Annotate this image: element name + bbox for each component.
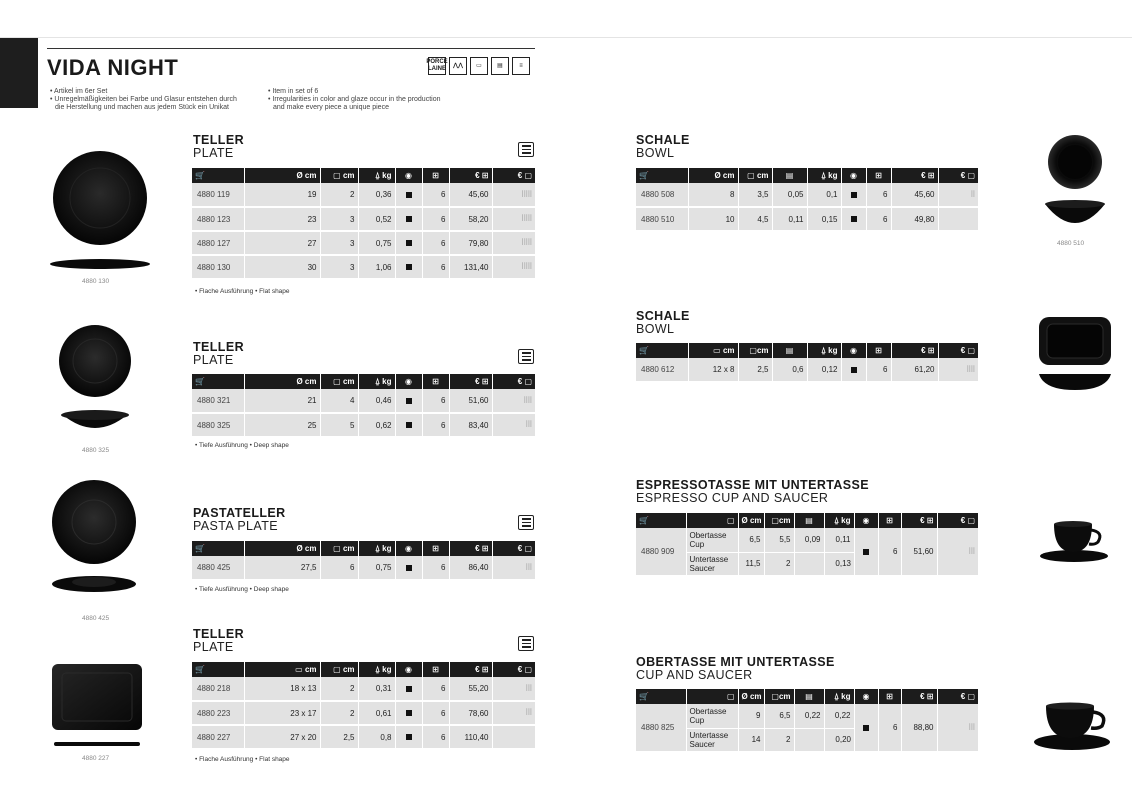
- section-tab: [0, 38, 38, 108]
- col-price: € ⊞: [449, 168, 492, 183]
- col-set-price: € ▢: [492, 168, 535, 183]
- col-price: € ⊞: [449, 541, 492, 556]
- bowl-interior: [1047, 324, 1103, 358]
- section-title: TELLER: [193, 627, 245, 641]
- col-pack: ⊞: [422, 662, 449, 677]
- section-subtitle: PASTA PLATE: [193, 519, 278, 533]
- col-price: € ⊞: [891, 168, 938, 183]
- section-title: SCHALE: [636, 133, 690, 147]
- table-row: Untertasse Saucer 14 2 0,20: [636, 728, 978, 752]
- plate-rim: [61, 410, 129, 420]
- espresso-cup-photo: [1038, 516, 1110, 566]
- section-subtitle: ESPRESSO CUP AND SAUCER: [636, 491, 829, 505]
- color-swatch: [854, 704, 878, 752]
- color-swatch: [395, 725, 422, 749]
- top-divider: [0, 37, 1132, 38]
- table-row: 4880 612 12 x 8 2,5 0,6 0,12 6 61,20 ꟾꟾꟾꟾ: [636, 358, 978, 382]
- col-pack: ⊞: [422, 374, 449, 389]
- col-color: ◉: [395, 541, 422, 556]
- col-height: ▢ cm: [320, 168, 358, 183]
- stack-icon: ≡: [512, 57, 530, 75]
- table-row: 4880 825 Obertasse Cup 9 6,5 0,22 0,22 6 88,80 ꟾꟾꟾ: [636, 704, 978, 728]
- cart-icon: 🛒: [192, 168, 244, 183]
- plate-side-view: [50, 259, 150, 269]
- col-pack: ⊞: [422, 541, 449, 556]
- page-title: VIDA NIGHT: [47, 55, 179, 80]
- col-part: ▢: [686, 513, 738, 528]
- footnote: • Tiefe Ausführung • Deep shape: [195, 442, 289, 449]
- image-label: 4880 510: [1057, 240, 1085, 247]
- col-diameter: Ø cm: [244, 168, 320, 183]
- col-diameter: Ø cm: [738, 513, 764, 528]
- col-capacity: ▤: [772, 343, 807, 358]
- col-weight: ⍙ kg: [807, 343, 841, 358]
- col-color: ◉: [841, 168, 866, 183]
- cart-icon: 🛒: [636, 343, 688, 358]
- flat-plate-table: [192, 168, 535, 280]
- cup-saucer-photo: [1032, 698, 1112, 754]
- col-set-price: € ▢: [492, 374, 535, 389]
- section-subtitle: PLATE: [193, 640, 234, 654]
- table-row: 4880 123 23 3 0,52 6 58,20 ꟾꟾꟾꟾꟾ: [192, 207, 535, 231]
- col-pack: ⊞: [422, 168, 449, 183]
- cart-icon: 🛒: [636, 513, 686, 528]
- col-pack: ⊞: [878, 689, 901, 704]
- col-weight: ⍙ kg: [358, 662, 395, 677]
- col-pack: ⊞: [866, 343, 891, 358]
- section-subtitle: PLATE: [193, 146, 234, 160]
- round-bowl-photo: [1040, 134, 1110, 239]
- table-header: [192, 168, 535, 183]
- notes-german: • Artikel im 6er Set • Unregelmäßigkeiten bei Farbe und Glasur entstehen durch die Herstellung und machen aus jedem Stück ein Unikat: [50, 88, 237, 111]
- col-size: ▭ cm: [244, 662, 320, 677]
- deep-plate-photo: [55, 323, 150, 443]
- col-weight: ⍙ kg: [824, 689, 854, 704]
- footnote: • Flache Ausführung • Flat shape: [195, 756, 290, 763]
- table-header: [636, 168, 978, 183]
- round-bowl-table: [636, 168, 978, 232]
- col-diameter: Ø cm: [738, 689, 764, 704]
- col-diameter: Ø cm: [244, 541, 320, 556]
- color-swatch: [841, 207, 866, 231]
- col-pack: ⊞: [866, 168, 891, 183]
- color-swatch: [841, 183, 866, 207]
- col-set-price: € ▢: [492, 541, 535, 556]
- color-swatch: [395, 231, 422, 255]
- flat-plate-photo: [50, 150, 150, 275]
- color-swatch: [395, 389, 422, 413]
- col-weight: ⍙ kg: [358, 168, 395, 183]
- col-height: ▢cm: [764, 513, 794, 528]
- col-height: ▢ cm: [738, 168, 772, 183]
- col-weight: ⍙ kg: [807, 168, 841, 183]
- color-swatch: [854, 528, 878, 576]
- rect-plate-photo: [50, 660, 145, 750]
- table-row: 4880 119 19 2 0,36 6 45,60 ꟾꟾꟾꟾꟾ: [192, 183, 535, 207]
- col-height: ▢cm: [764, 689, 794, 704]
- section-title: TELLER: [193, 340, 245, 354]
- col-height: ▢ cm: [320, 541, 358, 556]
- col-set-price: € ▢: [937, 513, 978, 528]
- col-set-price: € ▢: [938, 168, 978, 183]
- bowl-interior: [1058, 145, 1092, 179]
- image-label: 4880 425: [82, 615, 110, 622]
- bowl-side-view: [1039, 374, 1111, 390]
- color-swatch: [395, 701, 422, 725]
- section-title: TELLER: [193, 133, 245, 147]
- pasta-plate-photo: [50, 478, 150, 613]
- image-label: 4880 130: [82, 278, 110, 285]
- col-price: € ⊞: [449, 662, 492, 677]
- table-row: 4880 508 8 3,5 0,05 0,1 6 45,60 ꟾꟾ: [636, 183, 978, 207]
- col-diameter: Ø cm: [244, 374, 320, 389]
- color-swatch: [395, 255, 422, 279]
- section-subtitle: CUP AND SAUCER: [636, 668, 753, 682]
- plate-top-view: [53, 151, 147, 245]
- dishwasher-icon: ▤: [491, 57, 509, 75]
- section-title: ESPRESSOTASSE MIT UNTERTASSE: [636, 478, 869, 492]
- table-header: [192, 374, 535, 389]
- table-header: [192, 662, 535, 677]
- col-price: € ⊞: [891, 343, 938, 358]
- footnote: • Flache Ausführung • Flat shape: [195, 288, 290, 295]
- image-label: 4880 227: [82, 755, 110, 762]
- cart-icon: 🛒: [192, 541, 244, 556]
- cart-icon: 🛒: [636, 168, 688, 183]
- plate-bowl: [72, 577, 116, 587]
- section-title: OBERTASSE MIT UNTERTASSE: [636, 655, 835, 669]
- color-swatch: [395, 556, 422, 580]
- cup-body: [1054, 524, 1092, 552]
- plate-top-view: [52, 480, 136, 564]
- pasta-plate-table: [192, 541, 535, 581]
- table-row: 4880 127 27 3 0,75 6 79,80 ꟾꟾꟾꟾꟾ: [192, 231, 535, 255]
- table-row: 4880 325 25 5 0,62 6 83,40 ꟾꟾꟾ: [192, 413, 535, 437]
- cup-table: [636, 689, 978, 753]
- color-swatch: [395, 413, 422, 437]
- col-diameter: Ø cm: [688, 168, 738, 183]
- col-capacity: ▤: [794, 689, 824, 704]
- section-title: PASTATELLER: [193, 506, 286, 520]
- table-header: [636, 343, 978, 358]
- col-capacity: ▤: [772, 168, 807, 183]
- microwave-icon: ▭: [470, 57, 488, 75]
- col-set-price: € ▢: [938, 343, 978, 358]
- section-subtitle: PLATE: [193, 353, 234, 367]
- plate-top-view: [52, 664, 142, 730]
- col-pack: ⊞: [878, 513, 901, 528]
- table-header: [192, 541, 535, 556]
- col-set-price: € ▢: [937, 689, 978, 704]
- col-height: ▢cm: [738, 343, 772, 358]
- col-price: € ⊞: [449, 374, 492, 389]
- col-weight: ⍙ kg: [358, 374, 395, 389]
- section-subtitle: BOWL: [636, 322, 675, 336]
- col-price: € ⊞: [901, 689, 937, 704]
- table-row: 4880 227 27 x 20 2,5 0,8 6 110,40: [192, 725, 535, 749]
- col-color: ◉: [854, 513, 878, 528]
- notes-english: • Item in set of 6 • Irregularities in color and glaze occur in the production and make every piece a unique piece: [268, 88, 441, 111]
- cart-icon: 🛒: [192, 374, 244, 389]
- espresso-table: [636, 513, 978, 577]
- table-row: 4880 909 Obertasse Cup 6,5 5,5 0,09 0,11 6 51,60 ꟾꟾꟾ: [636, 528, 978, 552]
- col-color: ◉: [854, 689, 878, 704]
- col-weight: ⍙ kg: [358, 541, 395, 556]
- footnote: • Tiefe Ausführung • Deep shape: [195, 586, 289, 593]
- cup-rim: [1046, 703, 1094, 710]
- col-color: ◉: [395, 374, 422, 389]
- col-color: ◉: [395, 662, 422, 677]
- plate-top-view: [59, 325, 131, 397]
- oven-icon: ⋀⋀: [449, 57, 467, 75]
- table-row: 4880 223 23 x 17 2 0,61 6 78,60 ꟾꟾꟾ: [192, 701, 535, 725]
- bowl-rim: [1045, 200, 1105, 208]
- table-row: 4880 130 30 3 1,06 6 131,40 ꟾꟾꟾꟾꟾ: [192, 255, 535, 279]
- col-part: ▢: [686, 689, 738, 704]
- color-swatch: [395, 183, 422, 207]
- table-row: 4880 510 10 4,5 0,11 0,15 6 49,80: [636, 207, 978, 231]
- header-icons: [428, 57, 530, 75]
- color-swatch: [395, 677, 422, 701]
- dishwasher-icon: [518, 142, 534, 157]
- table-row: 4880 321 21 4 0,46 6 51,60 ꟾꟾꟾꟾ: [192, 389, 535, 413]
- dishwasher-icon: [518, 349, 534, 364]
- table-row: 4880 425 27,5 6 0,75 6 86,40 ꟾꟾꟾ: [192, 556, 535, 580]
- cup-rim: [1054, 521, 1092, 527]
- rect-bowl-table: [636, 343, 978, 383]
- table-header: [636, 513, 978, 528]
- image-label: 4880 325: [82, 447, 110, 454]
- color-swatch: [841, 358, 866, 382]
- col-price: € ⊞: [901, 513, 937, 528]
- color-swatch: [395, 207, 422, 231]
- cart-icon: 🛒: [192, 662, 244, 677]
- cup-body: [1046, 706, 1094, 738]
- dishwasher-icon: [518, 515, 534, 530]
- cart-icon: 🛒: [636, 689, 686, 704]
- plate-side-view: [54, 742, 140, 746]
- table-header: [636, 689, 978, 704]
- col-height: ▢ cm: [320, 374, 358, 389]
- porcelain-icon: PORCE LAINE: [428, 57, 446, 75]
- col-height: ▢ cm: [320, 662, 358, 677]
- section-subtitle: BOWL: [636, 146, 675, 160]
- col-capacity: ▤: [794, 513, 824, 528]
- col-size: ▭ cm: [688, 343, 738, 358]
- table-row: Untertasse Saucer 11,5 2 0,13: [636, 552, 978, 576]
- col-color: ◉: [395, 168, 422, 183]
- section-title: SCHALE: [636, 309, 690, 323]
- col-color: ◉: [841, 343, 866, 358]
- rect-plate-table: [192, 662, 535, 750]
- col-weight: ⍙ kg: [824, 513, 854, 528]
- table-row: 4880 218 18 x 13 2 0,31 6 55,20 ꟾꟾꟾ: [192, 677, 535, 701]
- dishwasher-icon: [518, 636, 534, 651]
- title-rule: [47, 48, 535, 49]
- col-set-price: € ▢: [492, 662, 535, 677]
- deep-plate-table: [192, 374, 535, 438]
- rect-bowl-photo: [1036, 314, 1114, 394]
